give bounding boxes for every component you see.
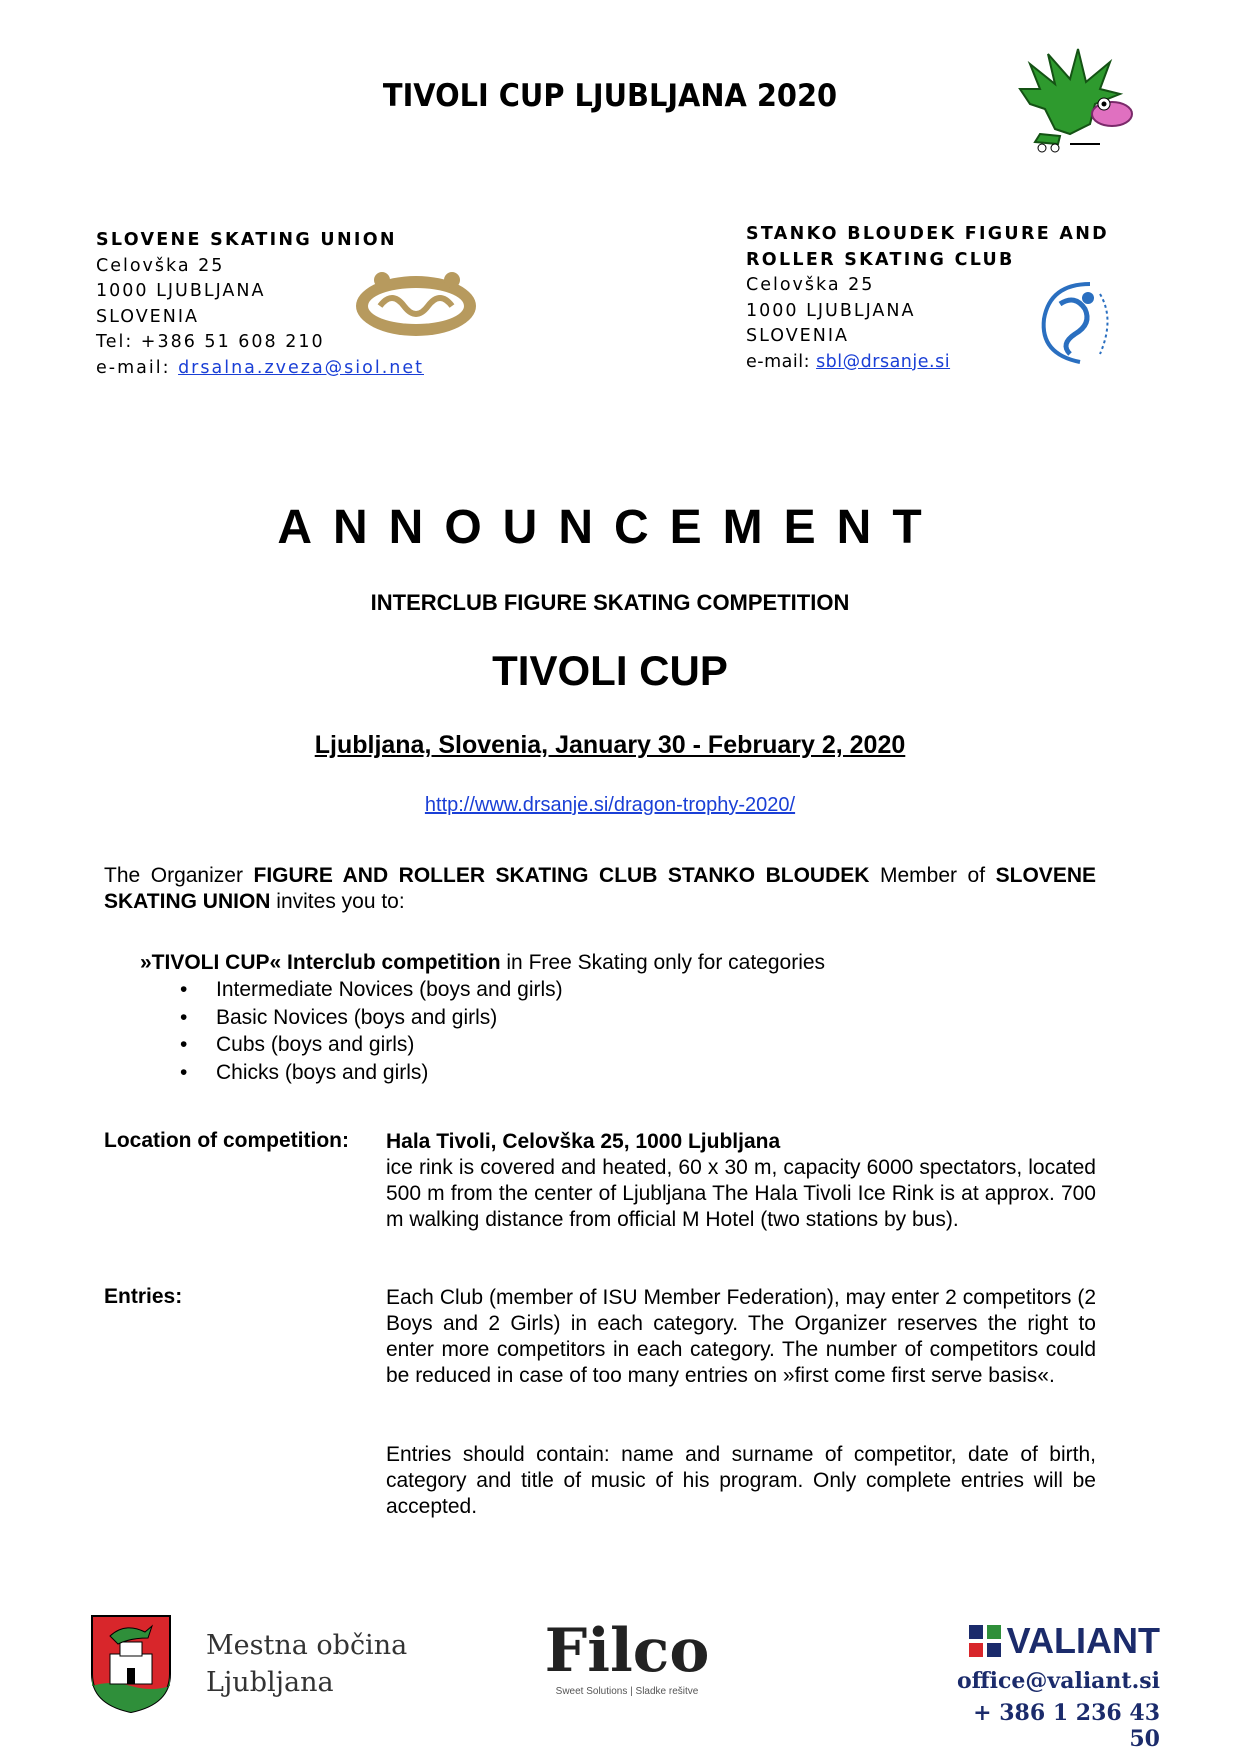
org2-name-line1: STANKO BLOUDEK FIGURE AND (746, 224, 1109, 244)
valiant-logo (940, 1620, 1160, 1662)
event-url-line (0, 794, 1220, 817)
filco-tagline: Sweet Solutions | Sladke rešitve (555, 1686, 699, 1697)
valiant-phone: + 386 1 236 43 50 (973, 1700, 1160, 1752)
intro-text-c: Member of (879, 864, 986, 887)
filco-logo (542, 1618, 712, 1697)
org2-email-label: e-mail: (746, 351, 810, 372)
announcement-heading: ANNOUNCEMENT (277, 501, 943, 554)
entries-paragraph-1: Each Club (member of ISU Member Federation), may enter 2 competitors (2 Boys and 2 Girls) in each category. The Organizer reserves the right to enter more competitors in each category. The number of competitors could be reduced in case of too many entries on »first come first serve basis«. (386, 1286, 1096, 1387)
location-venue: Hala Tivoli, Celovška 25, 1000 Ljubljana (386, 1130, 781, 1153)
event-dates: Ljubljana, Slovenia, January 30 - February 2, 2020 (314, 731, 906, 759)
list-item: • Cubs (boys and girls) (180, 1031, 563, 1059)
city-name-block (206, 1627, 407, 1701)
org1-name: SLOVENE SKATING UNION (96, 230, 397, 250)
org2-street: Celovška 25 (746, 275, 875, 295)
competition-subtitle: INTERCLUB FIGURE SKATING COMPETITION (370, 590, 850, 615)
org1-email-link[interactable]: drsalna.zveza@siol.net (178, 357, 424, 378)
intro-organizer: FIGURE AND ROLLER SKATING CLUB STANKO BLOUDEK (253, 864, 870, 887)
competition-intro-line (140, 951, 825, 975)
competition-name: »TIVOLI CUP« Interclub competition (140, 951, 501, 974)
cup-title: TIVOLI CUP (492, 647, 728, 694)
city-line-2: Ljubljana (206, 1667, 334, 1698)
intro-text-a: The Organizer (104, 864, 243, 887)
location-details: ice rink is covered and heated, 60 x 30 m, capacity 6000 spectators, located 500 m from the center of Ljubljana The Hala Tivoli Ice Rink is at approx. 700 m walking distance from official M Hotel (two stations by bus). (386, 1156, 1096, 1231)
org1-tel: Tel: +386 51 608 210 (96, 332, 325, 352)
skating-club-logo-icon (1030, 274, 1122, 372)
org2-country: SLOVENIA (746, 326, 849, 346)
list-item: • Basic Novices (boys and girls) (180, 1004, 563, 1032)
list-item: • Chicks (boys and girls) (180, 1059, 563, 1087)
entries-paragraph-2: Entries should contain: name and surname of competitor, date of birth, category and title of music of his program. Only complete entries will be accepted. (386, 1443, 1096, 1518)
list-item: • Intermediate Novices (boys and girls) (180, 976, 563, 1004)
org2-city: 1000 LJUBLJANA (746, 300, 916, 321)
location-label: Location of competition: (104, 1129, 349, 1152)
competition-scope: in Free Skating only for categories (506, 951, 826, 974)
valiant-wordmark: VALIANT (1006, 1620, 1160, 1661)
event-url-link[interactable]: http://www.drsanje.si/dragon-trophy-2020/ (424, 794, 796, 816)
org1-email-label: e-mail: (96, 357, 171, 378)
org2-email-link[interactable]: sbl@drsanje.si (816, 351, 951, 372)
intro-paragraph (104, 863, 1096, 915)
intro-union: SLOVENE SKATING UNION (104, 864, 1096, 913)
filco-wordmark: Filco (544, 1616, 710, 1686)
category-list (180, 976, 563, 1086)
valiant-email: office@valiant.si (956, 1668, 1160, 1694)
entries-label: Entries: (104, 1285, 183, 1308)
org1-country: SLOVENIA (96, 306, 199, 327)
intro-text-e: invites you to: (276, 890, 405, 913)
org1-street: Celovška 25 (96, 255, 225, 276)
org2-name-line2: ROLLER SKATING CLUB (746, 249, 1015, 270)
valiant-block (940, 1620, 1160, 1752)
ljubljana-crest-icon (90, 1614, 172, 1714)
org1-city: 1000 LJUBLJANA (96, 281, 266, 301)
org1-email-line (96, 356, 424, 382)
valiant-mark-icon (969, 1625, 1001, 1657)
page-title: TIVOLI CUP LJUBLJANA 2020 (382, 78, 838, 114)
city-line-1: Mestna občina (206, 1630, 408, 1661)
skating-union-logo-icon (352, 262, 477, 340)
dragon-logo-icon (1000, 44, 1145, 154)
